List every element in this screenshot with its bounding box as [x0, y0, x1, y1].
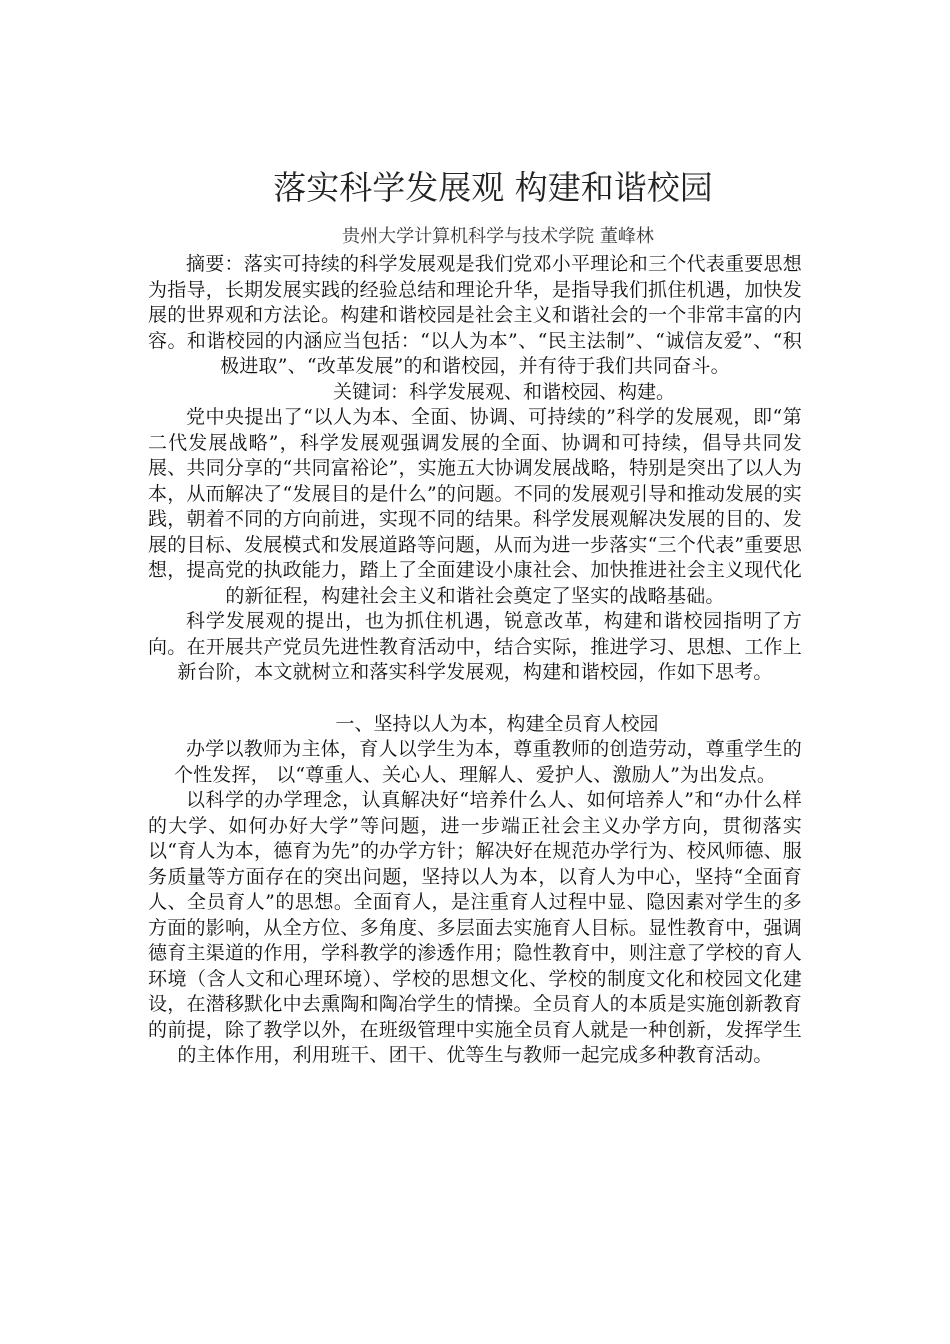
section-heading-1: 一、坚持以人为本，构建全员育人校园	[335, 712, 659, 735]
document-title: 落实科学发展观 构建和谐校园	[273, 168, 713, 207]
body-paragraph-1: 党中央提出了“以人为本、全面、协调、可持续的”科学的发展观，即“第二代发展战略”，科学发展观强调发展的全面、协调和可持续，倡导共同发展、共同分享的“共同富裕论”，实施五大协调发展战略，特别是突出了以人为本，从而解决了“发展目的是什么”的问题。不同的发展观引导和推动发展的实践，朝着不同的方向前进，实现不同的结果。科学发展观解决发展的目的、发展的目标、发展模式和发展道路等问题，从而为进一步落实“三个代表”重要思想，提高党的执政能力，踏上了全面建设小康社会、加快推进社会主义现代化的新征程，构建社会主义和谐社会奠定了坚实的战略基础。	[148, 406, 802, 607]
keywords-line: 关键词：科学发展观、和谐校园、构建。	[332, 380, 675, 403]
document-page	[148, 160, 802, 1069]
author-line: 贵州大学计算机科学与技术学院 董峰林	[342, 226, 654, 247]
body-paragraph-2: 科学发展观的提出，也为抓住机遇，锐意改革，构建和谐校园指明了方向。在开展共产党员先进性教育活动中，结合实际，推进学习、思想、工作上新台阶，本文就树立和落实科学发展观，构建和谐校园，作如下思考。	[148, 610, 802, 683]
body-paragraph-3: 办学以教师为主体，育人以学生为本，尊重教师的创造劳动，尊重学生的个性发挥， 以“尊重人、关心人、理解人、爱护人、激励人”为出发点。	[173, 738, 802, 786]
body-paragraph-4: 以科学的办学理念，认真解决好“培养什么人、如何培养人”和“办什么样的大学、如何办好大学”等问题，进一步端正社会主义办学方向，贯彻落实以“育人为本，德育为先”的办学方针；解决好在规范办学行为、校风师德、服务质量等方面存在的突出问题，坚持以人为本，以育人为中心，坚持“全面育人、全员育人”的思想。全面育人，是注重育人过程中显、隐因素对学生的多方面的影响，从全方位、多角度、多层面去实施育人目标。显性教育中，强调德育主渠道的作用，学科教学的渗透作用；隐性教育中，则注意了学校的育人环境（含人文和心理环境）、学校的思想文化、学校的制度文化和校园文化建设，在潜移默化中去熏陶和陶冶学生的情操。全员育人的本质是实施创新教育的前提，除了教学以外，在班级管理中实施全员育人就是一种创新，发挥学生的主体作用，利用班干、团干、优等生与教师一起完成多种教育活动。	[148, 789, 802, 1066]
abstract-paragraph: 摘要：落实可持续的科学发展观是我们党邓小平理论和三个代表重要思想为指导，长期发展实践的经验总结和理论升华，是指导我们抓住机遇，加快发展的世界观和方法论。构建和谐校园是社会主义和谐社会的一个非常丰富的内容。和谐校园的内涵应当包括：“以人为本”、“民主法制”、“诚信友爱”、“积极进取”、“改革发展”的和谐校园，并有待于我们共同奋斗。	[148, 253, 802, 377]
section-spacer	[148, 686, 802, 712]
